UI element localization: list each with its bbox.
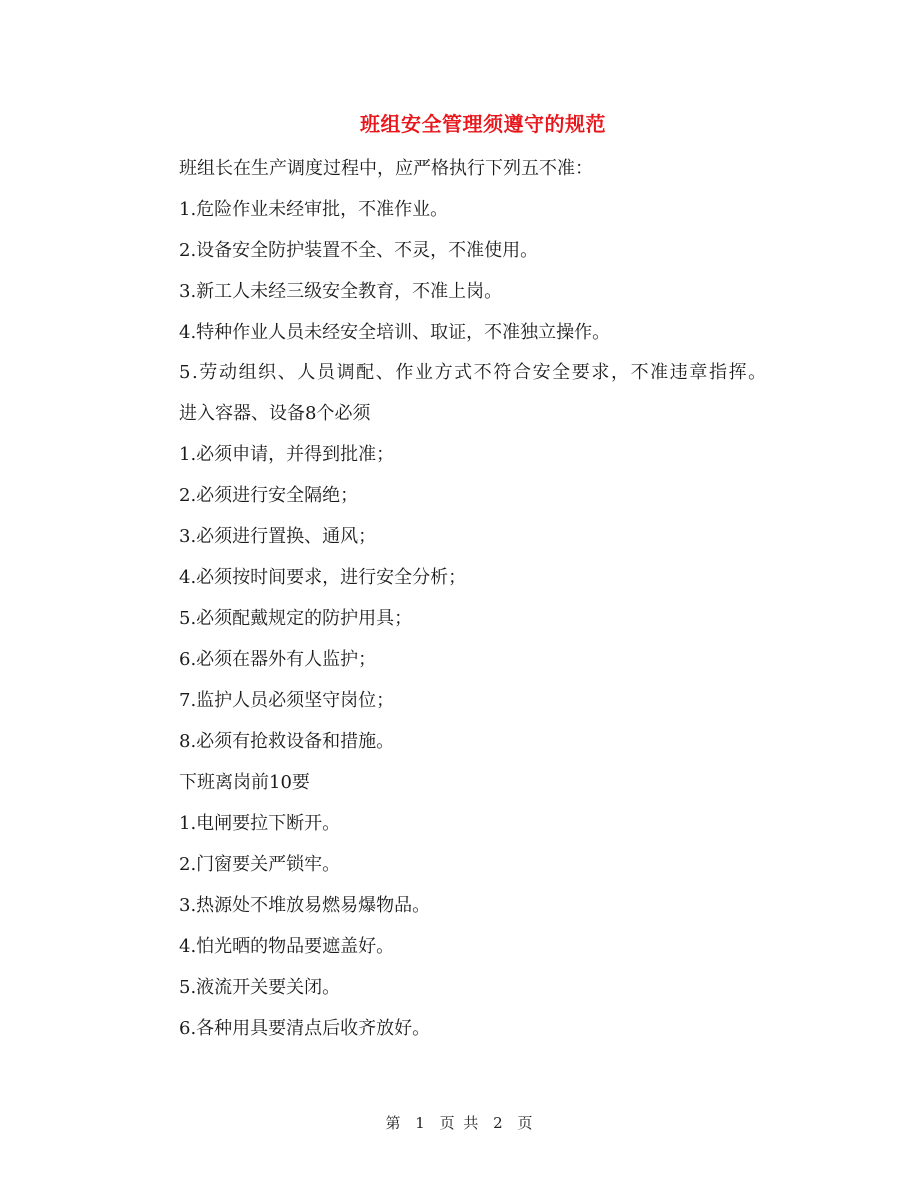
page-label-suffix: 页 bbox=[517, 1114, 535, 1132]
list-item: 1.电闸要拉下断开。 bbox=[179, 813, 341, 834]
list-item: 5.必须配戴规定的防护用具； bbox=[179, 608, 413, 629]
list-item: 1.必须申请，并得到批准； bbox=[179, 444, 395, 465]
list-item: 2.门窗要关严锁牢。 bbox=[179, 854, 341, 875]
document-title: 班组安全管理须遵守的规范 bbox=[360, 112, 606, 136]
list-item: 6.必须在器外有人监护； bbox=[179, 649, 377, 670]
list-item: 6.各种用具要清点后收齐放好。 bbox=[179, 1018, 431, 1039]
page-label-mid: 页 共 bbox=[439, 1114, 481, 1132]
list-item: 4.必须按时间要求，进行安全分析； bbox=[179, 567, 467, 588]
document-body bbox=[137, 148, 777, 1049]
list-item: 3.新工人未经三级安全教育，不准上岗。 bbox=[179, 281, 503, 302]
current-page-number: 1 bbox=[415, 1114, 427, 1132]
total-pages-number: 2 bbox=[493, 1114, 505, 1132]
list-item: 5.液流开关要关闭。 bbox=[179, 977, 341, 998]
list-item: 7.监护人员必须坚守岗位； bbox=[179, 690, 395, 711]
list-item: 4.特种作业人员未经安全培训、取证，不准独立操作。 bbox=[179, 322, 611, 343]
list-item: 2.设备安全防护装置不全、不灵，不准使用。 bbox=[179, 240, 539, 261]
list-item: 3.必须进行置换、通风； bbox=[179, 526, 377, 547]
section-heading: 进入容器、设备8个必须 bbox=[179, 403, 371, 424]
section-heading: 下班离岗前10要 bbox=[179, 772, 310, 793]
list-item: 4.怕光晒的物品要遮盖好。 bbox=[179, 936, 395, 957]
list-item: 8.必须有抢救设备和措施。 bbox=[179, 731, 395, 752]
page-footer bbox=[0, 1112, 920, 1133]
page-label-prefix: 第 bbox=[385, 1114, 403, 1132]
list-item: 2.必须进行安全隔绝； bbox=[179, 485, 359, 506]
list-item: 3.热源处不堆放易燃易爆物品。 bbox=[179, 895, 431, 916]
list-item: 1.危险作业未经审批，不准作业。 bbox=[179, 199, 449, 220]
paragraph: 班组长在生产调度过程中，应严格执行下列五不准： bbox=[179, 158, 593, 179]
list-item: 5.劳动组织、人员调配、作业方式不符合安全要求，不准违章指挥。 bbox=[179, 362, 768, 383]
